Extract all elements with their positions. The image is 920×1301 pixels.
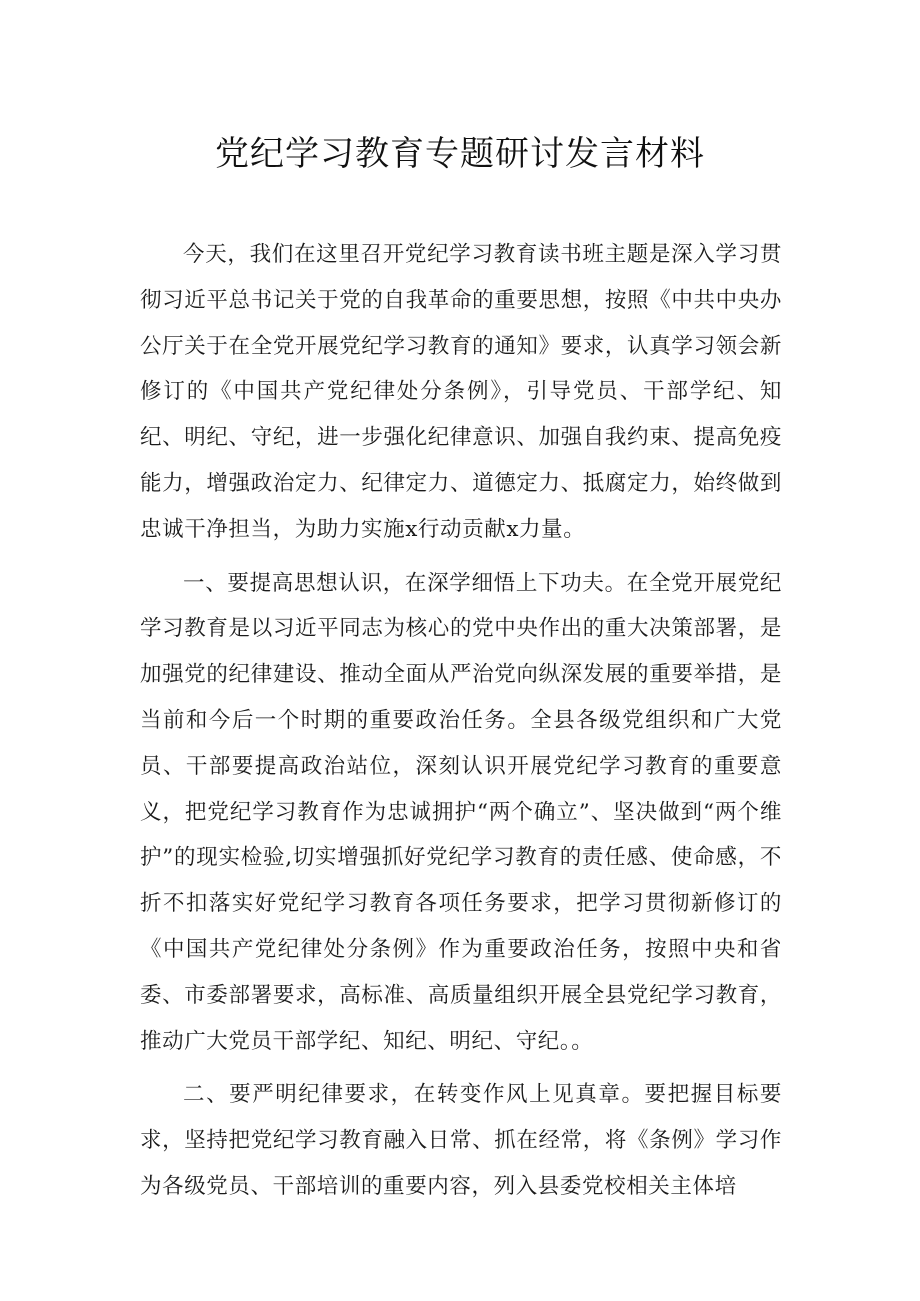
paragraph-section-one: 一、要提高思想认识，在深学细悟上下功夫。在全党开展党纪学习教育是以习近平同志为核心的党中央作出的重大决策部署，是加强党的纪律建设、推动全面从严治党向纵深发展的重要举措，是当前和今后一个时期的重要政治任务。全县各级党组织和广大党员、干部要提高政治站位，深刻认识开展党纪学习教育的重要意义，把党纪学习教育作为忠诚拥护“两个确立”、坚决做到“两个维护”的现实检验,切实增强抓好党纪学习教育的责任感、使命感，不折不扣落实好党纪学习教育各项任务要求，把学习贯彻新修订的《中国共产党纪律处分条例》作为重要政治任务，按照中央和省委、市委部署要求，高标准、高质量组织开展全县党纪学习教育，推动广大党员干部学纪、知纪、明纪、守纪。。 [140,570,782,1054]
paragraph-intro: 今天，我们在这里召开党纪学习教育读书班主题是深入学习贯彻习近平总书记关于党的自我革命的重要思想，按照《中共中央办公厅关于在全党开展党纪学习教育的通知》要求，认真学习领会新修订的《中国共产党纪律处分条例》，引导党员、干部学纪、知纪、明纪、守纪，进一步强化纪律意识、加强自我约束、提高免疫能力，增强政治定力、纪律定力、道德定力、抵腐定力，始终做到忠诚干净担当，为助力实施x行动贡献x力量。 [140,242,782,542]
document-title: 党纪学习教育专题研讨发言材料 [215,134,705,174]
document-body [140,232,782,1218]
paragraph-section-two: 二、要严明纪律要求，在转变作风上见真章。要把握目标要求，坚持把党纪学习教育融入日常、抓在经常，将《条例》学习作为各级党员、干部培训的重要内容，列入县委党校相关主体培 [140,1082,782,1199]
